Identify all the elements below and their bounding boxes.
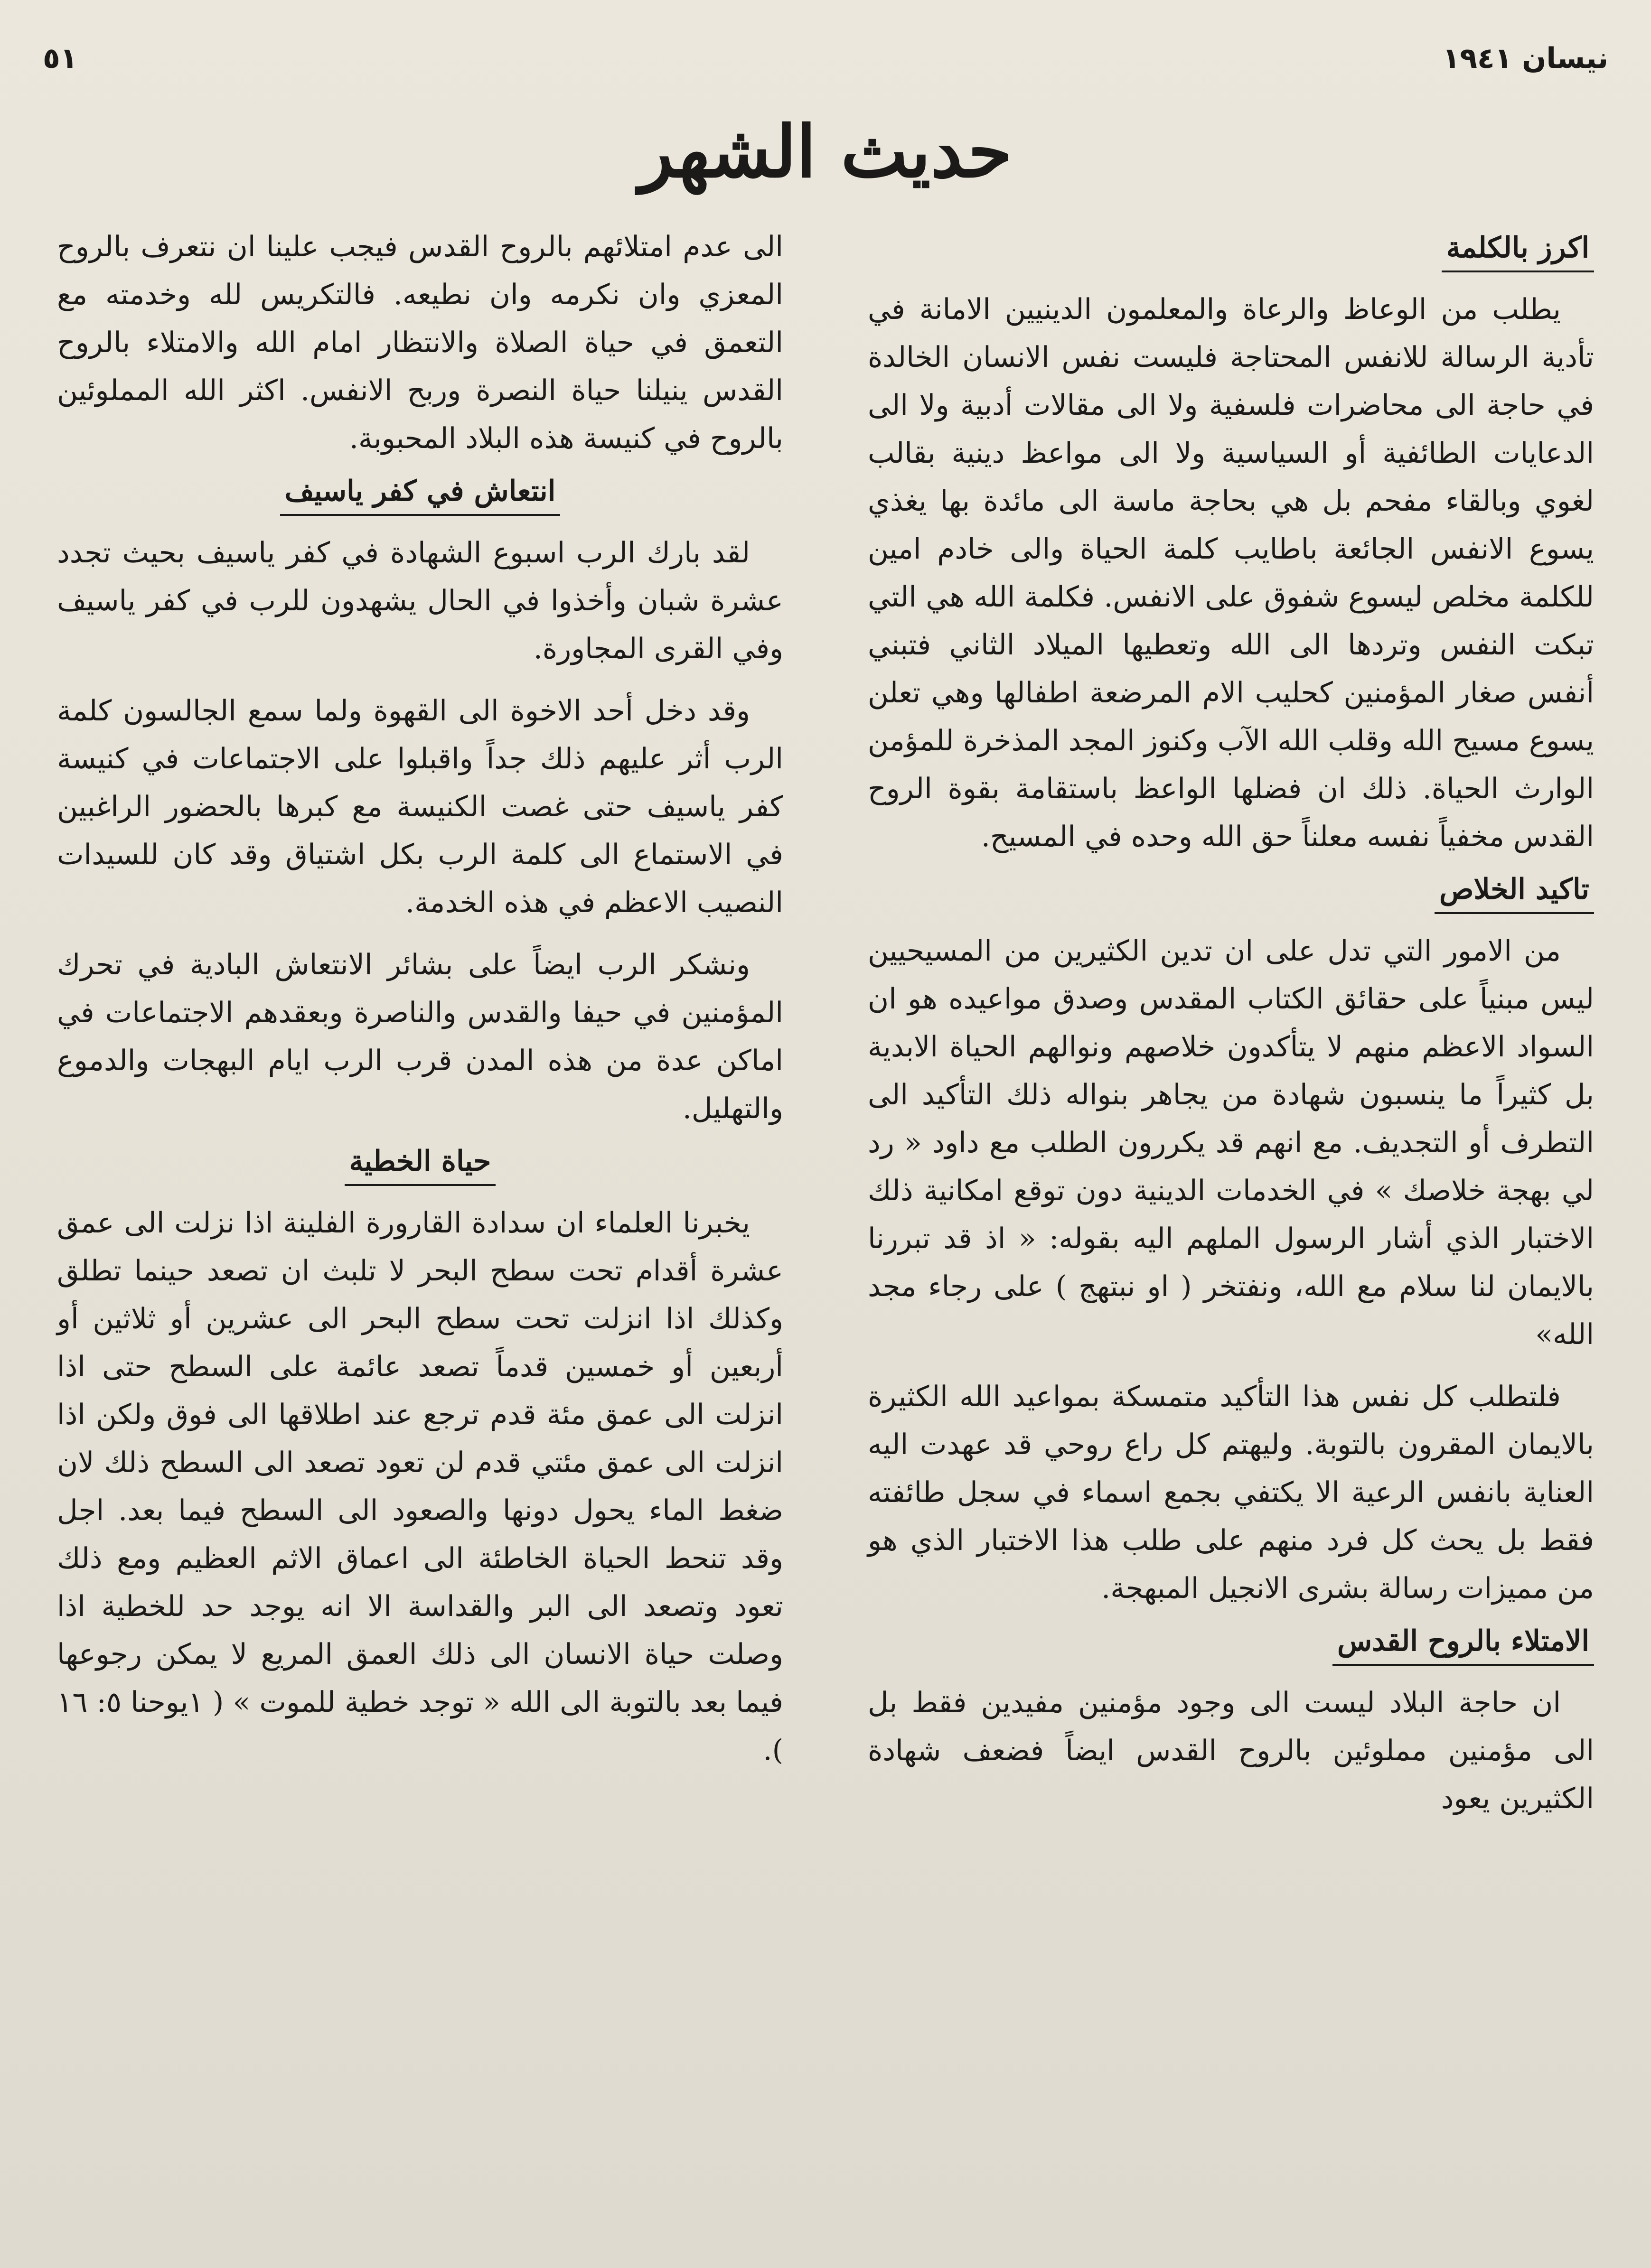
issue-date: نيسان ١٩٤١ (1442, 42, 1608, 75)
paragraph: ونشكر الرب ايضاً على بشائر الانتعاش البادية في تحرك المؤمنين في حيفا والقدس والناصرة وبعقدهم الاجتماعات في اماكن عدة من هذه المدن قرب الرب ايام البهجات والدموع والتهليل. (57, 948, 783, 1125)
section-heading: اكرز بالكلمة (1442, 233, 1594, 272)
page-number: ٥١ (43, 42, 78, 75)
paragraph: يخبرنا العلماء ان سدادة القارورة الفلينة اذا نزلت الى عمق عشرة أقدام تحت سطح البحر لا تلبث ان تصعد حينما تطلق وكذلك اذا انزلت تحت سطح البحر الى عشرين أو ثلاثين أو أربعين أو خمسين قدماً تصعد عائمة على السطح حتى اذا انزلت الى عمق مئة قدم ترجع عند اطلاقها الى فوق ولكن اذا انزلت الى عمق مئتي قدم لن تعود تصعد الى السطح ذلك لان ضغط الماء يحول دونها والصعود الى السطح فيما بعد. اجل وقد تنحط الحياة الخاطئة الى اعماق الاثم العظيم ومع ذلك تعود وتصعد الى البر والقداسة الا انه يوجد حد للخطية اذا وصلت حياة الانسان الى ذلك العمق المريع لا يمكن رجوعها فيما بعد بالتوبة الى الله « توجد خطية للموت » ( ١يوحنا ٥: ١٦ ). (57, 1206, 783, 1767)
section-heading: حياة الخطية (345, 1147, 496, 1186)
paragraph: من الامور التي تدل على ان تدين الكثيرين من المسيحيين ليس مبنياً على حقائق الكتاب المقدس وصدق مواعيده هو ان السواد الاعظم منهم لا يتأكدون خلاصهم ونوالهم الحياة الابدية بل كثيراً ما ينسبون شهادة من يجاهر بنواله ذلك التأكيد الى التطرف أو التجديف. مع انهم قد يكررون الطلب مع داود « رد لي بهجة خلاصك » في الخدمات الدينية دون توقع امكانية ذلك الاختبار الذي أشار الرسول الملهم اليه بقوله: « اذ قد تبررنا بالايمان لنا سلام مع الله، ونفتخر ( او نبتهج ) على رجاء مجد الله» (868, 934, 1594, 1351)
running-head (43, 42, 1608, 94)
paragraph: وقد دخل أحد الاخوة الى القهوة ولما سمع الجالسون كلمة الرب أثر عليهم ذلك جداً واقبلوا على الاجتماعات في كنيسة كفر ياسيف حتى غصت الكنيسة مع كبرها بالحضور الراغبين في الاستماع الى كلمة الرب بكل اشتياق وقد كان للسيدات النصيب الاعظم في هذه الخدمة. (57, 694, 783, 919)
left-column (57, 223, 783, 1789)
paragraph: فلتطلب كل نفس هذا التأكيد متمسكة بمواعيد الله الكثيرة بالايمان المقرون بالتوبة. وليهتم كل راع روحي قد عهدت اليه العناية بانفس الرعية الا يكتفي بجمع اسماء في سجل طائفته فقط بل يحث كل فرد منهم على طلب هذا الاختبار الذي هو من مميزات رسالة بشرى الانجيل المبهجة. (868, 1380, 1594, 1605)
paragraph: ان حاجة البلاد ليست الى وجود مؤمنين مفيدين فقط بل الى مؤمنين مملوئين بالروح القدس ايضاً فضعف شهادة الكثيرين يعود (868, 1686, 1594, 1815)
section-heading: الامتلاء بالروح القدس (1332, 1627, 1594, 1666)
section-heading: انتعاش في كفر ياسيف (280, 477, 561, 516)
paragraph: يطلب من الوعاظ والرعاة والمعلمون الدينيين الامانة في تأدية الرسالة للانفس المحتاجة فليست نفس الانسان الخالدة في حاجة الى محاضرات فلسفية ولا الى مقالات أدبية ولا الى الدعايات الطائفية أو السياسية ولا الى مواعظ دينية بقالب لغوي وبالقاء مفحم بل هي بحاجة ماسة الى مائدة بها يغذي يسوع الانفس الجائعة باطايب كلمة الحياة والى خادم امين للكلمة مخلص ليسوع شفوق على الانفس. فكلمة الله هي التي تبكت النفس وتردها الى الله وتعطيها الميلاد الثاني فتبني أنفس صغار المؤمنين كحليب الام المرضعة اطفالها وهي تعلن يسوع مسيح الله وقلب الله الآب وكنوز المجد المذخرة للمؤمن الوارث الحياة. ذلك ان فضلها الواعظ باستقامة بقوة الروح القدس مخفياً نفسه معلناً حق الله وحده في المسيح. (868, 293, 1594, 853)
right-column (868, 223, 1594, 1837)
paragraph-continued: الى عدم امتلائهم بالروح القدس فيجب علينا ان نتعرف بالروح المعزي وان نكرمه وان نطيعه. فالتكريس لله وخدمته مع التعمق في حياة الصلاة والانتظار امام الله والامتلاء بالروح القدس ينيلنا حياة النصرة وربح الانفس. اكثر الله المملوئين بالروح في كنيسة هذه البلاد المحبوبة. (57, 230, 783, 455)
paragraph: لقد بارك الرب اسبوع الشهادة في كفر ياسيف بحيث تجدد عشرة شبان وأخذوا في الحال يشهدون للرب في كفر ياسيف وفي القرى المجاورة. (57, 536, 783, 665)
page-title: حديث الشهر (639, 110, 1012, 194)
section-heading: تاكيد الخلاص (1435, 875, 1594, 914)
